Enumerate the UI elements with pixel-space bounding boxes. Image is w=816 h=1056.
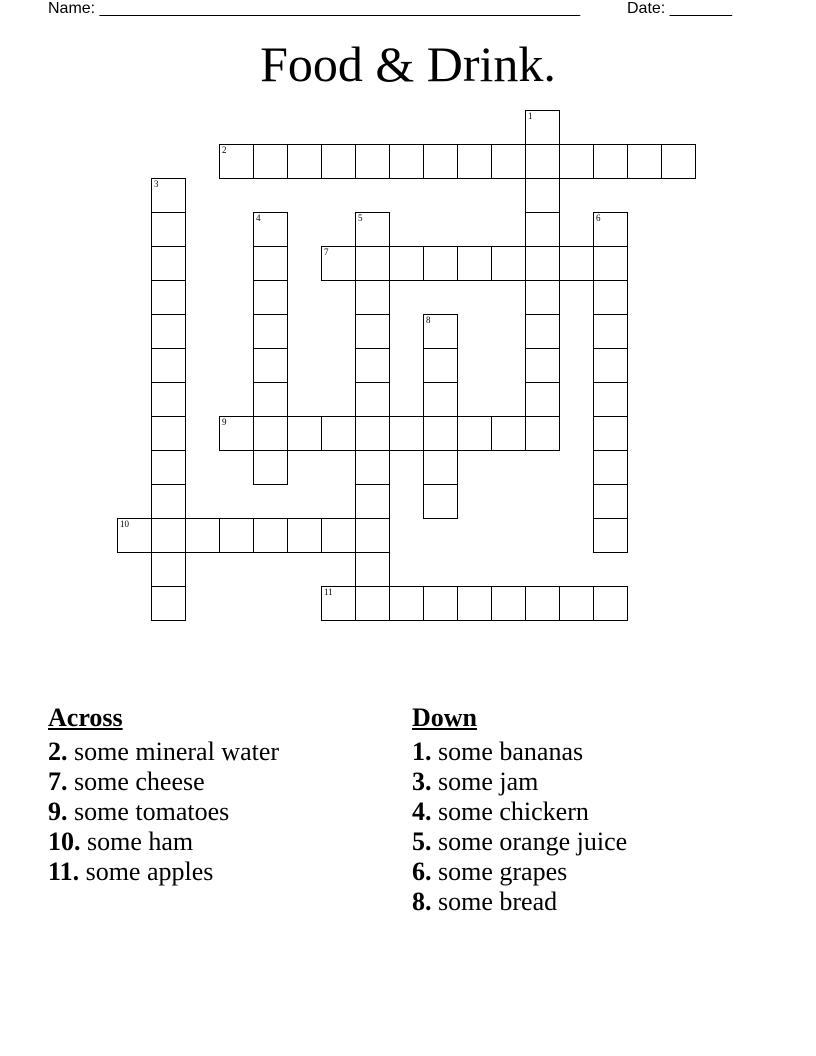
grid-cell[interactable] — [151, 416, 186, 451]
grid-cell[interactable] — [151, 280, 186, 315]
clue-text: some orange juice — [438, 827, 628, 856]
cell-number: 7 — [324, 247, 329, 257]
clue-text: some ham — [87, 827, 194, 856]
grid-cell[interactable] — [423, 586, 458, 621]
grid-cell[interactable] — [253, 416, 288, 451]
grid-cell[interactable] — [253, 382, 288, 417]
cell-number: 2 — [222, 145, 227, 155]
clue-number: 7. — [48, 767, 68, 796]
grid-cell[interactable] — [355, 586, 390, 621]
grid-cell[interactable] — [593, 144, 628, 179]
clue-number: 10. — [48, 827, 81, 856]
grid-cell[interactable] — [151, 314, 186, 349]
grid-cell[interactable] — [491, 144, 526, 179]
grid-cell[interactable] — [355, 314, 390, 349]
grid-cell[interactable] — [593, 450, 628, 485]
grid-cell[interactable] — [457, 246, 492, 281]
grid-cell[interactable] — [389, 144, 424, 179]
cell-number: 11 — [324, 587, 333, 597]
grid-cell[interactable] — [593, 280, 628, 315]
clue-number: 2. — [48, 737, 68, 766]
grid-cell[interactable] — [355, 552, 390, 587]
clue-number: 9. — [48, 797, 68, 826]
grid-cell[interactable] — [423, 348, 458, 383]
grid-cell[interactable] — [151, 518, 186, 553]
grid-cell[interactable] — [389, 246, 424, 281]
grid-cell[interactable] — [593, 348, 628, 383]
grid-cell[interactable] — [355, 144, 390, 179]
grid-cell[interactable] — [389, 586, 424, 621]
down-clue — [412, 797, 792, 827]
grid-cell[interactable] — [355, 382, 390, 417]
grid-cell[interactable] — [525, 178, 560, 213]
grid-cell[interactable] — [525, 246, 560, 281]
grid-cell[interactable] — [151, 450, 186, 485]
grid-cell[interactable] — [185, 518, 220, 553]
across-clue — [48, 767, 388, 797]
grid-cell[interactable] — [253, 518, 288, 553]
grid-cell[interactable] — [559, 246, 594, 281]
clue-text: some cheese — [74, 767, 205, 796]
grid-cell[interactable] — [117, 518, 152, 553]
across-clues — [48, 703, 388, 887]
grid-cell[interactable] — [559, 144, 594, 179]
grid-cell[interactable] — [219, 518, 254, 553]
cell-number: 4 — [256, 213, 261, 223]
grid-cell[interactable] — [355, 416, 390, 451]
grid-cell[interactable] — [389, 416, 424, 451]
grid-cell[interactable] — [253, 144, 288, 179]
cell-number: 8 — [426, 315, 431, 325]
cell-number: 3 — [154, 179, 159, 189]
grid-cell[interactable] — [423, 382, 458, 417]
grid-cell[interactable] — [355, 348, 390, 383]
grid-cell[interactable] — [321, 416, 356, 451]
across-heading: Across — [48, 703, 123, 732]
grid-cell[interactable] — [457, 416, 492, 451]
grid-cell[interactable] — [525, 314, 560, 349]
grid-cell[interactable] — [423, 416, 458, 451]
grid-cell[interactable] — [355, 280, 390, 315]
grid-cell[interactable] — [321, 586, 356, 621]
date-field-label: Date: _______ — [627, 0, 732, 17]
grid-cell[interactable] — [525, 280, 560, 315]
down-clue — [412, 767, 792, 797]
grid-cell[interactable] — [287, 518, 322, 553]
grid-cell[interactable] — [219, 416, 254, 451]
clue-number: 11. — [48, 857, 80, 886]
cell-number: 6 — [596, 213, 601, 223]
grid-cell[interactable] — [627, 144, 662, 179]
across-clue — [48, 797, 388, 827]
clue-text: some apples — [85, 857, 214, 886]
grid-cell[interactable] — [423, 450, 458, 485]
down-clue — [412, 827, 792, 857]
grid-cell[interactable] — [491, 416, 526, 451]
grid-cell[interactable] — [423, 144, 458, 179]
grid-cell[interactable] — [287, 416, 322, 451]
clue-text: some tomatoes — [74, 797, 230, 826]
grid-cell[interactable] — [525, 586, 560, 621]
grid-cell[interactable] — [151, 348, 186, 383]
clue-number: 5. — [412, 827, 432, 856]
name-field-label: Name: ______________________________________________________ — [48, 0, 581, 17]
clue-text: some mineral water — [74, 737, 280, 766]
grid-cell[interactable] — [525, 416, 560, 451]
grid-cell[interactable] — [151, 484, 186, 519]
clue-text: some grapes — [438, 857, 568, 886]
grid-cell[interactable] — [321, 518, 356, 553]
grid-cell[interactable] — [593, 416, 628, 451]
grid-cell[interactable] — [491, 586, 526, 621]
grid-cell[interactable] — [355, 450, 390, 485]
grid-cell[interactable] — [593, 212, 628, 247]
grid-cell[interactable] — [355, 212, 390, 247]
down-clues — [412, 703, 792, 917]
grid-cell[interactable] — [593, 586, 628, 621]
grid-cell[interactable] — [423, 484, 458, 519]
grid-cell[interactable] — [525, 382, 560, 417]
grid-cell[interactable] — [593, 518, 628, 553]
cell-number: 5 — [358, 213, 363, 223]
grid-cell[interactable] — [253, 246, 288, 281]
grid-cell[interactable] — [321, 144, 356, 179]
grid-cell[interactable] — [151, 382, 186, 417]
clue-text: some jam — [438, 767, 539, 796]
grid-cell[interactable] — [321, 246, 356, 281]
grid-cell[interactable] — [253, 450, 288, 485]
grid-cell[interactable] — [253, 348, 288, 383]
grid-cell[interactable] — [151, 212, 186, 247]
clue-number: 4. — [412, 797, 432, 826]
grid-cell[interactable] — [253, 314, 288, 349]
clue-text: some chickern — [438, 797, 589, 826]
down-clue — [412, 887, 792, 917]
grid-cell[interactable] — [151, 178, 186, 213]
clue-number: 1. — [412, 737, 432, 766]
grid-cell[interactable] — [253, 280, 288, 315]
grid-cell[interactable] — [151, 552, 186, 587]
across-clue — [48, 827, 388, 857]
grid-cell[interactable] — [525, 144, 560, 179]
clue-number: 3. — [412, 767, 432, 796]
grid-cell[interactable] — [593, 484, 628, 519]
grid-cell[interactable] — [661, 144, 696, 179]
down-clue — [412, 857, 792, 887]
across-clue — [48, 857, 388, 887]
grid-cell[interactable] — [287, 144, 322, 179]
grid-cell[interactable] — [457, 586, 492, 621]
cell-number: 1 — [528, 111, 533, 121]
grid-cell[interactable] — [151, 586, 186, 621]
grid-cell[interactable] — [355, 484, 390, 519]
page-title: Food & Drink. — [260, 36, 556, 92]
grid-cell[interactable] — [253, 212, 288, 247]
grid-cell[interactable] — [593, 246, 628, 281]
grid-cell[interactable] — [525, 110, 560, 145]
grid-cell[interactable] — [219, 144, 254, 179]
grid-cell[interactable] — [423, 246, 458, 281]
cell-number: 9 — [222, 417, 227, 427]
clue-text: some bread — [438, 887, 558, 916]
down-clue — [412, 737, 792, 767]
grid-cell[interactable] — [559, 586, 594, 621]
grid-cell[interactable] — [593, 314, 628, 349]
down-heading: Down — [412, 703, 478, 732]
grid-cell[interactable] — [525, 212, 560, 247]
clue-number: 6. — [412, 857, 432, 886]
cell-number: 10 — [120, 519, 129, 529]
grid-cell[interactable] — [355, 518, 390, 553]
grid-cell[interactable] — [151, 246, 186, 281]
grid-cell[interactable] — [355, 246, 390, 281]
grid-cell[interactable] — [423, 314, 458, 349]
grid-cell[interactable] — [593, 382, 628, 417]
grid-cell[interactable] — [491, 246, 526, 281]
grid-cell[interactable] — [525, 348, 560, 383]
grid-cell[interactable] — [457, 144, 492, 179]
clue-text: some bananas — [438, 737, 584, 766]
across-clue — [48, 737, 388, 767]
clue-number: 8. — [412, 887, 432, 916]
